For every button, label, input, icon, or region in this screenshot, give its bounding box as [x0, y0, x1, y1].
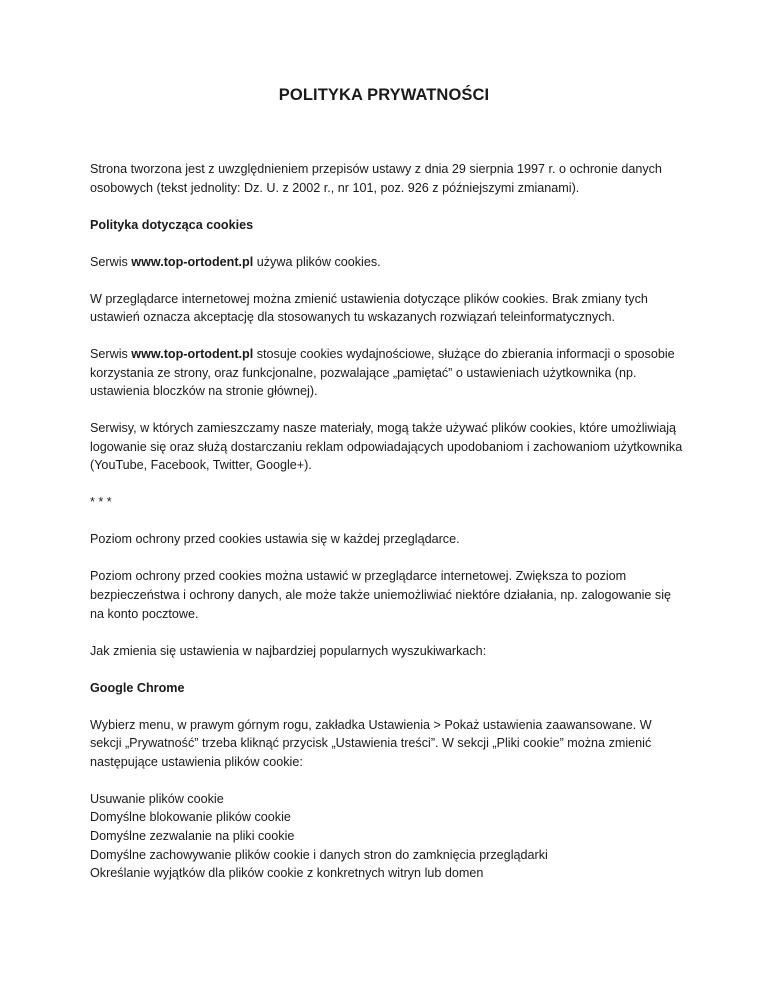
chrome-options-list [90, 790, 686, 883]
list-item: Usuwanie plików cookie [90, 791, 224, 806]
paragraph-text: Serwis [90, 347, 132, 362]
paragraph-text: Serwis [90, 254, 132, 269]
page-title: POLITYKA PRYWATNOŚCI [278, 86, 490, 104]
chrome-instructions-paragraph: Wybierz menu, w prawym górnym rogu, zakładka Ustawienia > Pokaż ustawienia zaawansowane. W sekcji „Prywatność” trzeba kliknąć przycisk „Ustawienia treści”. W sekcji „Pliki cookie” można zmienić następujące ustawienia plików cookie: [90, 717, 652, 769]
section-separator: * * * [90, 495, 112, 510]
cookie-types-paragraph [90, 345, 686, 401]
paragraph-text: używa plików cookies. [253, 254, 381, 269]
protection-settings-paragraph: Poziom ochrony przed cookies można ustawić w przeglądarce internetowej. Zwiększa to poziom bezpieczeństwa i ochrony danych, ale może także uniemożliwiać niektóre działania, np. zalogowanie się na konto pocztowe. [90, 569, 672, 621]
document-body [90, 160, 686, 883]
intro-paragraph: Strona tworzona jest z uwzględnieniem przepisów ustawy z dnia 29 sierpnia 1997 r. o ochronie danych osobowych (tekst jednolity: Dz. U. z 2002 r., nr 101, poz. 926 z późniejszymi zmianami). [90, 162, 662, 195]
list-item: Domyślne zachowywanie plików cookie i danych stron do zamknięcia przeglądarki [90, 847, 548, 862]
site-domain: www.top-ortodent.pl [131, 254, 254, 269]
list-item: Domyślne blokowanie plików cookie [90, 810, 291, 825]
protection-level-paragraph: Poziom ochrony przed cookies ustawia się w każdej przeglądarce. [90, 532, 460, 547]
cookies-heading: Polityka dotycząca cookies [90, 217, 254, 232]
list-item: Domyślne zezwalanie na pliki cookie [90, 828, 295, 843]
chrome-heading: Google Chrome [90, 680, 185, 695]
list-item: Określanie wyjątków dla plików cookie z konkretnych witryn lub domen [90, 866, 484, 881]
paragraph-text: stosuje cookies wydajnościowe, służące do zbierania informacji o sposobie korzystania ze strony, oraz funkcjonalne, pozwalające „pamiętać” o ustawieniach użytkownika (np. ustawienia bloczków na stronie głównej). [90, 347, 675, 399]
browsers-intro-paragraph: Jak zmienia się ustawienia w najbardziej popularnych wyszukiwarkach: [90, 643, 487, 658]
cookies-usage-paragraph [90, 253, 686, 272]
third-party-paragraph: Serwisy, w których zamieszczamy nasze materiały, mogą także używać plików cookies, które umożliwiają logowanie się oraz służą dostarczaniu reklam odpowiadających upodobaniom i zachowaniom użytkownika (YouTube, Facebook, Twitter, Google+). [90, 421, 683, 473]
site-domain: www.top-ortodent.pl [131, 347, 254, 362]
browser-settings-paragraph: W przeglądarce internetowej można zmienić ustawienia dotyczące plików cookies. Brak zmiany tych ustawień oznacza akceptację dla stosowanych tu wskazanych rozwiązań teleinformatycznych. [90, 291, 648, 325]
